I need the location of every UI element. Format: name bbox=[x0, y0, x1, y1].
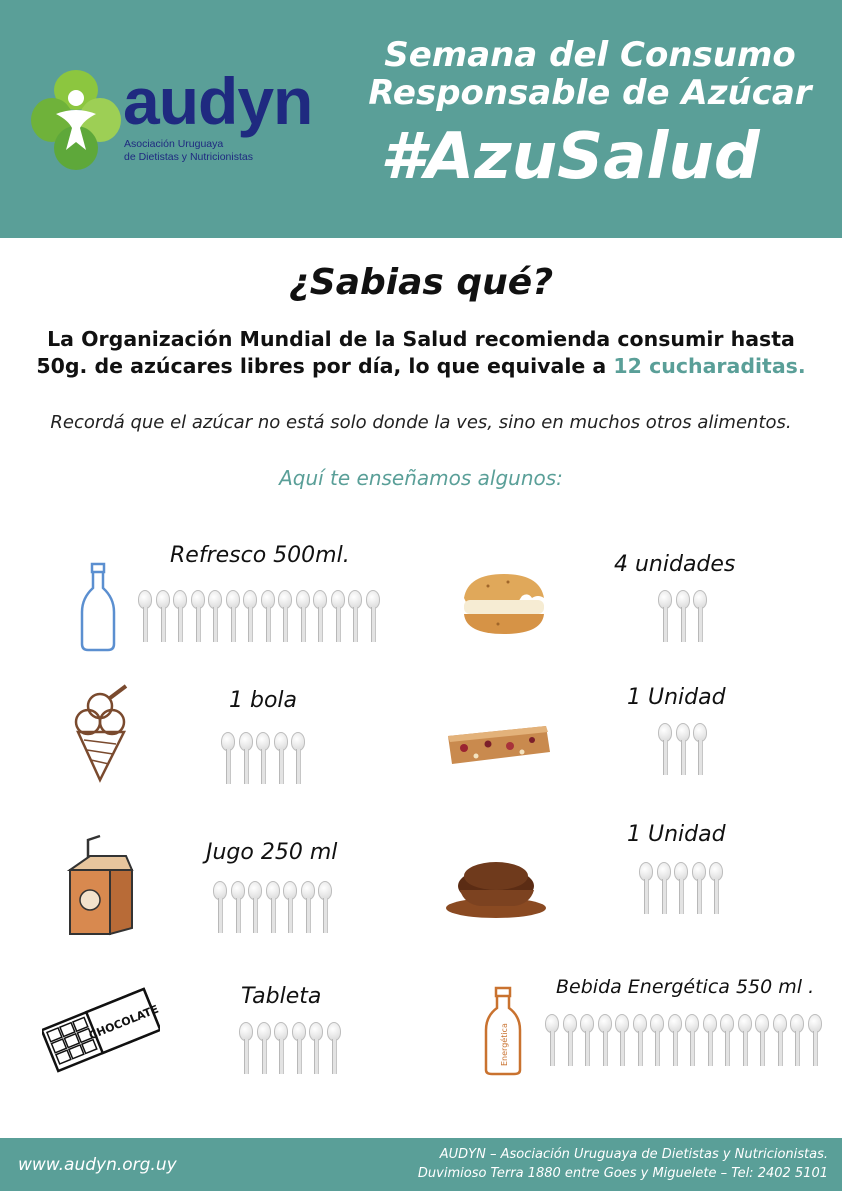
teaspoon-row-chocolate bbox=[238, 1022, 340, 1074]
teaspoon-icon bbox=[649, 1014, 664, 1066]
teaspoon-icon bbox=[265, 881, 280, 933]
teaspoon-row-cereal-bar bbox=[657, 723, 707, 775]
teaspoon-icon bbox=[242, 590, 257, 642]
soda-bottle-icon bbox=[76, 560, 120, 654]
teaspoon-row-juice bbox=[212, 881, 332, 933]
food-label-alfajor: 1 Unidad bbox=[627, 822, 726, 847]
energy-drink-bottle-icon bbox=[482, 984, 524, 1078]
teaspoon-icon bbox=[273, 732, 288, 784]
website-link[interactable]: www.audyn.org.uy bbox=[18, 1155, 177, 1175]
teaspoon-icon bbox=[230, 881, 245, 933]
teaspoon-icon bbox=[277, 590, 292, 642]
teaspoon-icon bbox=[684, 1014, 699, 1066]
teaspoon-icon bbox=[365, 590, 380, 642]
teaspoon-icon bbox=[282, 881, 297, 933]
examples-heading: Aquí te enseñamos algunos: bbox=[279, 466, 563, 490]
teaspoon-icon bbox=[614, 1014, 629, 1066]
teaspoon-icon bbox=[308, 1022, 323, 1074]
teaspoon-icon bbox=[212, 881, 227, 933]
juice-box-icon bbox=[60, 834, 138, 940]
cereal-bar-icon bbox=[444, 718, 554, 770]
teaspoon-icon bbox=[312, 590, 327, 642]
teaspoons-highlight: 12 cucharaditas. bbox=[613, 353, 806, 378]
teaspoon-row-energy-drink bbox=[544, 1014, 821, 1066]
food-label-cereal-bar: 1 Unidad bbox=[627, 685, 726, 710]
hashtag: #AzuSalud bbox=[380, 120, 760, 194]
teaspoon-icon bbox=[256, 1022, 271, 1074]
teaspoon-icon bbox=[691, 862, 706, 914]
cookie-icon bbox=[458, 568, 550, 640]
teaspoon-icon bbox=[137, 590, 152, 642]
teaspoon-icon bbox=[702, 1014, 717, 1066]
teaspoon-icon bbox=[317, 881, 332, 933]
teaspoon-icon bbox=[772, 1014, 787, 1066]
food-label-energy-drink: Bebida Energética 550 ml . bbox=[556, 976, 815, 998]
intro-paragraph: La Organización Mundial de la Salud recomienda consumir hasta 50g. de azúcares libres por día, lo que equivale a 12 cucharaditas. bbox=[36, 327, 806, 378]
teaspoon-icon bbox=[675, 590, 690, 642]
header-banner bbox=[0, 0, 842, 238]
teaspoon-icon bbox=[238, 1022, 253, 1074]
logo-wordmark: audyn bbox=[123, 64, 313, 138]
teaspoon-icon bbox=[330, 590, 345, 642]
teaspoon-icon bbox=[290, 732, 305, 784]
teaspoon-icon bbox=[719, 1014, 734, 1066]
teaspoon-icon bbox=[347, 590, 362, 642]
teaspoon-icon bbox=[657, 723, 672, 775]
footer bbox=[0, 1138, 842, 1191]
teaspoon-icon bbox=[673, 862, 688, 914]
teaspoon-icon bbox=[656, 862, 671, 914]
teaspoon-icon bbox=[155, 590, 170, 642]
chocolate-bar-icon bbox=[42, 982, 160, 1078]
food-label-cookie: 4 unidades bbox=[614, 552, 736, 577]
reminder-text: Recordá que el azúcar no está solo donde la ves, sino en muchos otros alimentos. bbox=[50, 412, 792, 433]
teaspoon-row-soda bbox=[137, 590, 379, 642]
teaspoon-icon bbox=[579, 1014, 594, 1066]
question-heading: ¿Sabias qué? bbox=[288, 262, 554, 303]
teaspoon-icon bbox=[708, 862, 723, 914]
teaspoon-icon bbox=[667, 1014, 682, 1066]
ice-cream-cone-icon bbox=[70, 684, 132, 784]
teaspoon-icon bbox=[220, 732, 235, 784]
teaspoon-icon bbox=[754, 1014, 769, 1066]
teaspoon-icon bbox=[789, 1014, 804, 1066]
teaspoon-icon bbox=[326, 1022, 341, 1074]
teaspoon-icon bbox=[692, 723, 707, 775]
teaspoon-icon bbox=[544, 1014, 559, 1066]
logo-subtitle: Asociación Uruguaya de Dietistas y Nutricionistas bbox=[124, 138, 253, 164]
teaspoon-icon bbox=[255, 732, 270, 784]
energy-bottle-text: Energética bbox=[500, 1023, 509, 1066]
teaspoon-icon bbox=[657, 590, 672, 642]
campaign-title: Semana del Consumo Responsable de Azúcar bbox=[368, 35, 812, 114]
logo-clover-icon bbox=[30, 68, 122, 172]
teaspoon-icon bbox=[675, 723, 690, 775]
teaspoon-icon bbox=[190, 590, 205, 642]
teaspoon-icon bbox=[273, 1022, 288, 1074]
contact-address: AUDYN – Asociación Uruguaya de Dietistas y Nutricionistas. Duvimioso Terra 1880 entre Goes y Miguelete – Tel: 2402 5101 bbox=[417, 1147, 828, 1181]
teaspoon-icon bbox=[260, 590, 275, 642]
alfajor-icon bbox=[444, 852, 548, 922]
food-label-ice-cream: 1 bola bbox=[229, 688, 298, 713]
teaspoon-row-ice-cream bbox=[220, 732, 305, 784]
food-label-soda: Refresco 500ml. bbox=[170, 543, 350, 568]
food-label-juice: Jugo 250 ml bbox=[206, 840, 338, 865]
teaspoon-row-alfajor bbox=[638, 862, 723, 914]
teaspoon-icon bbox=[692, 590, 707, 642]
teaspoon-row-cookie bbox=[657, 590, 707, 642]
teaspoon-icon bbox=[597, 1014, 612, 1066]
teaspoon-icon bbox=[291, 1022, 306, 1074]
teaspoon-icon bbox=[295, 590, 310, 642]
teaspoon-icon bbox=[562, 1014, 577, 1066]
audyn-logo bbox=[30, 64, 320, 178]
teaspoon-icon bbox=[638, 862, 653, 914]
teaspoon-icon bbox=[247, 881, 262, 933]
teaspoon-icon bbox=[300, 881, 315, 933]
teaspoon-icon bbox=[632, 1014, 647, 1066]
teaspoon-icon bbox=[225, 590, 240, 642]
teaspoon-icon bbox=[207, 590, 222, 642]
chocolate-wrapper-text: CHOCOLATE bbox=[87, 1002, 160, 1043]
teaspoon-icon bbox=[172, 590, 187, 642]
teaspoon-icon bbox=[807, 1014, 822, 1066]
teaspoon-icon bbox=[238, 732, 253, 784]
food-label-chocolate: Tableta bbox=[241, 984, 322, 1009]
teaspoon-icon bbox=[737, 1014, 752, 1066]
